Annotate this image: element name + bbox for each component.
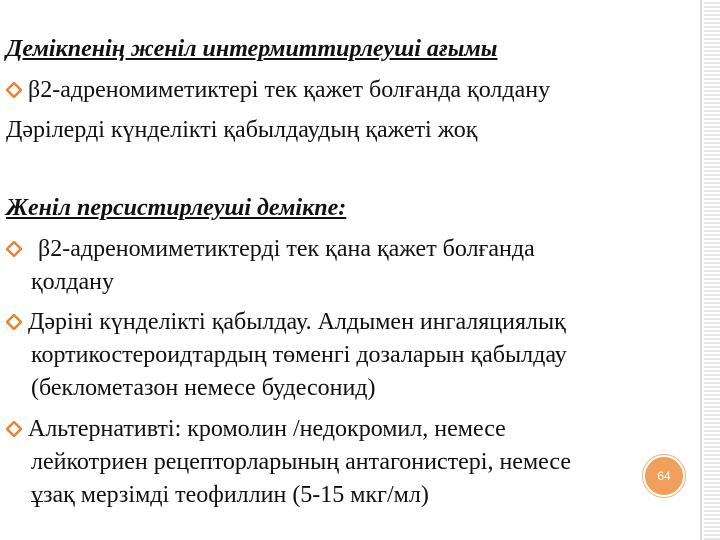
bullet-diamond-icon — [6, 421, 22, 437]
decorative-stripe — [704, 0, 720, 540]
section2-item-2-line-3: (беклометазон немесе будесонид) — [31, 375, 376, 401]
section2-item-2-line-1: Дәріні күнделікті қабылдау. Алдымен ингаляциялық — [28, 309, 566, 335]
section1-bullet-1-text: β2-адреномиметиктері тек қажет болғанда қолдану — [28, 77, 551, 103]
section2-item-3-line-1: Альтернативті: кромолин /недокромил, немесе — [28, 416, 506, 442]
section2-item-2-line-2: кортикостероидтардың төменгі дозаларын қабылдау — [31, 342, 567, 368]
decorative-rule — [700, 0, 702, 540]
section2-item-3-line-3: ұзақ мерзімді теофиллин (5-15 мкг/мл) — [31, 482, 429, 508]
section1-heading: Демікпенің женіл интермиттирлеуші ағымы — [6, 36, 498, 62]
section2-item-1-line-2: қолдану — [31, 269, 115, 295]
bullet-diamond-icon — [6, 82, 22, 98]
section2-item-1-line-1: β2-адреномиметиктерді тек қана қажет болғанда — [38, 236, 535, 262]
section2-heading: Женіл персистирлеуші демікпе: — [6, 195, 347, 221]
section2-item-1 — [6, 235, 535, 263]
section2-item-3-line-2: лейкотриен рецепторларының антагонистері, немесе — [31, 449, 571, 475]
section1-bullet-1 — [6, 76, 550, 104]
section2-item-2 — [6, 308, 566, 336]
section1-line-2: Дәрілерді күнделікті қабылдаудың қажеті жоқ — [6, 117, 478, 143]
page-number-badge: 64 — [643, 455, 685, 497]
bullet-diamond-icon — [6, 241, 22, 257]
section2-item-3 — [6, 415, 506, 443]
bullet-diamond-icon — [6, 314, 22, 330]
